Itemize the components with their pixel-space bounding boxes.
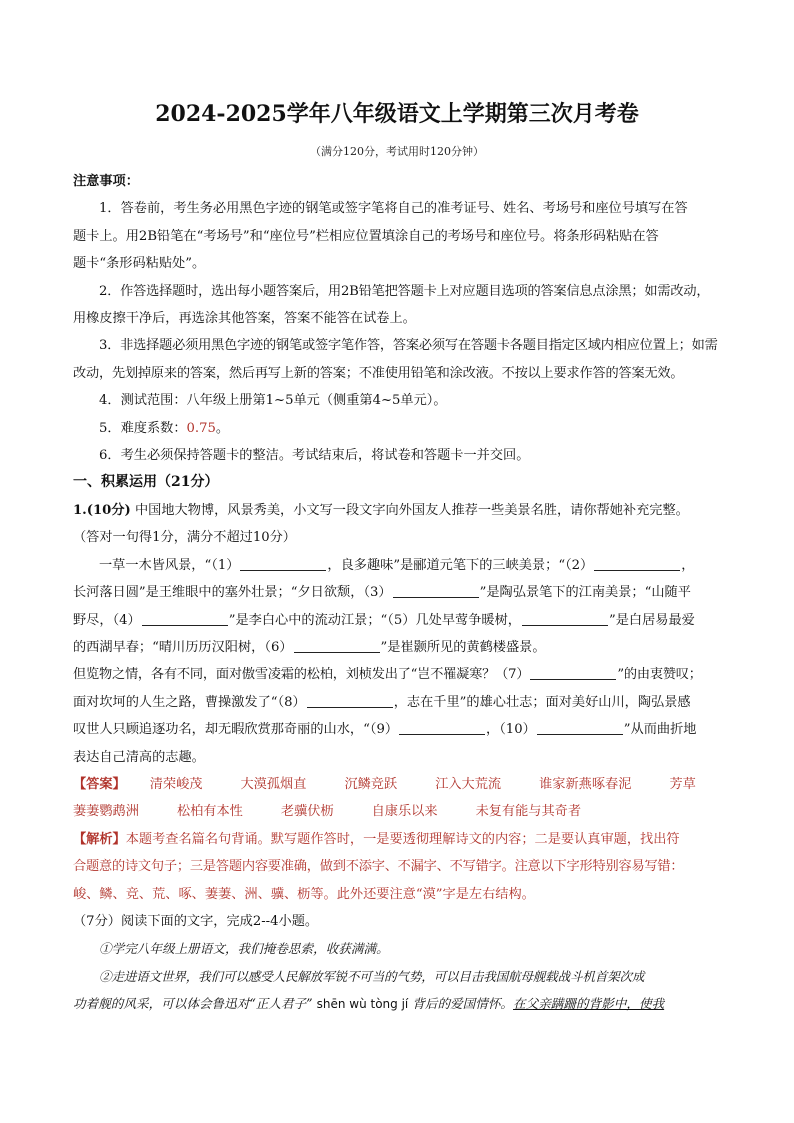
question-1-rule: （答对一句得1分，满分不超过10分） [73,530,296,546]
text-segment: ”从而曲折地 [623,722,697,738]
notice-item-1-line-1: 1．答卷前，考生务必用黑色字迹的钢笔或签字笔将自己的准考证号、姓名、考场号和座位号填写在答 [99,201,688,217]
question-1-paragraph-1-line-4 [73,634,729,661]
text-segment: ”是白居易最爱 [608,612,695,628]
answer-blank-3[interactable] [393,583,479,598]
difficulty-value: 0.75 [186,420,216,436]
passage-paragraph-2-line-1: ②走进语文世界，我们可以感受人民解放军锐不可当的气势，可以目击我国航母舰载战斗机首架次成 [99,968,645,984]
analysis-line-1 [73,826,729,853]
answer-blank-10[interactable] [537,720,623,735]
text-segment: 的西湖早春；“晴川历历汉阳树，（6） [73,639,293,655]
text-segment: ， [681,557,695,573]
text-segment: 面对坎坷的人生之路，曹操激发了“（8） [73,694,306,710]
question-1-paragraph-2-line-2 [73,689,729,716]
question-1-text: 中国地大物博，风景秀美，小文写一段文字向外国友人推荐一些美景名胜，请你帮她补充完整。 [135,502,689,518]
text-segment: ”的由衷赞叹； [617,667,702,683]
text-segment: ，良多趣味”是郦道元笔下的三峡美景；“（2） [327,557,594,573]
notice-item-4: 4．测试范围：八年级上册第1~5单元（侧重第4~5单元）。 [99,393,447,409]
exam-body [73,168,729,1019]
text-segment: ”是李白心中的流动江景；“（5）几处早莺争暖树， [228,612,521,628]
answer-label: 【答案】 [73,776,126,792]
answer-blank-8[interactable] [307,693,393,708]
analysis-label: 【解析】 [73,831,126,847]
passage-paragraph-2-line-2 [73,990,729,1018]
answer-item: 谁家新燕啄春泥 [539,776,632,792]
question-1-paragraph-1-line-2 [73,579,729,606]
section-heading: 一、积累运用（21分） [73,474,219,491]
text-segment: 功着舰的风采，可以体会鲁迅对“正人君子” [73,996,313,1012]
answer-blank-4[interactable] [142,611,228,626]
answer-item: 老骥伏枥 [280,804,334,820]
notice-item-3-line-2: 改动，先划掉原来的答案，然后再写上新的答案；不准使用铅笔和涂改液。不按以上要求作答的答案无效。 [73,365,684,381]
notice-item-1-line-3: 题卡“条形码粘贴处”。 [73,256,206,272]
text-segment: 背后的爱国情怀。 [412,996,514,1012]
answer-blank-1[interactable] [240,556,326,571]
answer-item: 大漠孤烟直 [240,776,307,792]
question-1-paragraph-2-line-4: 表达自己清高的志趣。 [73,749,205,765]
text-segment: 叹世人只顾追逐功名，却无暇欣赏那奇丽的山水，“（9） [73,722,399,738]
answer-blank-9[interactable] [399,720,485,735]
answer-item: 沉鳞竞跃 [344,776,398,792]
difficulty-label: 5．难度系数： [99,420,187,436]
text-segment: ”是崔颢所见的黄鹤楼盛景。 [380,639,546,655]
text-segment: ，志在千里”的雄心壮志；面对美好山川，陶弘景感 [393,694,691,710]
notice-item-2-line-2: 用橡皮擦干净后，再选涂其他答案，答案不能答在试卷上。 [73,311,416,327]
underlined-sentence: 在父亲蹒跚的背影中，使我 [513,996,665,1012]
analysis-line-3: 峻、鳞、竞、荒、啄、萋萋、洲、骥、枥等。此外还要注意“漠”字是左右结构。 [73,886,535,902]
passage-paragraph-1: ①学完八年级上册语文，我们掩卷思索，收获满满。 [99,941,389,957]
answer-item: 自康乐以来 [371,804,438,820]
notice-item-6: 6．考生必须保持答题卡的整洁。考试结束后，将试卷和答题卡一并交回。 [99,448,530,464]
pinyin: shēn wù tòng jí [316,997,409,1012]
page-subtitle: （满分120分，考试用时120分钟） [310,145,484,158]
answer-blank-6[interactable] [294,638,380,653]
question-1-paragraph-1-line-3 [73,607,729,634]
notice-item-2-line-1: 2．作答选择题时，选出每小题答案后，用2B铅笔把答题卡上对应题目选项的答案信息点涂黑；如需改动， [99,283,710,299]
text-segment: 一草一木皆风景，“（1） [99,557,240,573]
text-segment: ”是陶弘景笔下的江南美景；“山随平 [479,585,691,601]
text-segment: 但览物之情，各有不同，面对傲雪凌霜的松柏，刘桢发出了“岂不罹凝寒？（7） [73,667,530,683]
answer-line-1 [73,771,729,798]
answer-item: 清荣峻茂 [149,776,203,792]
answer-item: 松柏有本性 [176,804,243,820]
notice-item-3-line-1: 3．非选择题必须用黑色字迹的钢笔或签字笔作答，答案必须写在答题卡各题目指定区域内相应位置上；如需 [99,338,718,354]
question-1-number: 1.(10分) [73,502,131,518]
notice-item-5 [73,415,729,442]
answer-blank-2[interactable] [594,556,680,571]
question-1-intro [73,497,729,524]
notice-heading: 注意事项： [73,174,139,189]
question-2-heading: （7分）阅读下面的文字，完成2--4小题。 [73,913,319,929]
text-segment: 野尽，（4） [73,612,141,628]
text-segment: 长河落日圆”是王维眼中的塞外壮景；“夕日欲颓，（3） [73,585,392,601]
answer-item: 芳草 [669,776,696,792]
answer-item: 江入大荒流 [435,776,502,792]
question-1-paragraph-2-line-3 [73,716,729,743]
notice-item-1-line-2: 题卡上。用2B铅笔在“考场号”和“座位号”栏相应位置填涂自己的考场号和座位号。将条形码粘贴在答 [73,228,659,244]
analysis-text: 本题考查名篇名句背诵。默写题作答时，一是要透彻理解诗文的内容；二是要认真审题，找出符 [125,831,680,847]
answer-blank-7[interactable] [530,665,616,680]
text-segment: ，（10） [486,722,536,738]
answer-line-2 [73,798,729,825]
answer-item: 未复有能与其奇者 [475,804,582,820]
question-1-paragraph-1-line-1 [73,552,729,579]
question-1-paragraph-2-line-1 [73,661,729,688]
answer-item: 萋萋鹦鹉洲 [73,804,139,820]
analysis-line-2: 合题意的诗文句子；三是答题内容要准确，做到不添字、不漏字、不写错字。注意以下字形特别容易写错： [73,859,684,875]
answer-blank-5[interactable] [522,611,608,626]
page-title: 2024-2025学年八年级语文上学期第三次月考卷 [155,101,639,127]
difficulty-end: 。 [215,420,230,436]
